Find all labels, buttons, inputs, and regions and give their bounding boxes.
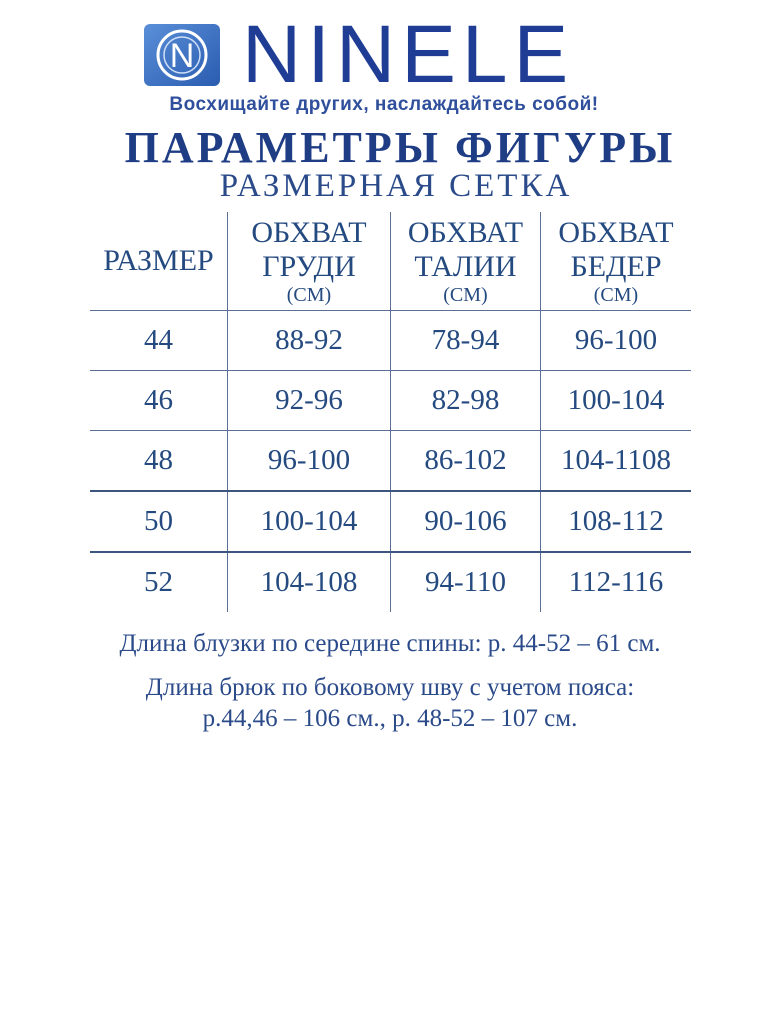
header-waist-line2: ТАЛИИ [414, 250, 517, 283]
brand-name: NINELE [242, 9, 575, 100]
table-row [90, 311, 691, 371]
header-size-label: РАЗМЕР [103, 244, 214, 277]
header-hips-unit: (СМ) [593, 284, 639, 306]
cell-size: 48 [90, 431, 228, 492]
cell-waist: 90-106 [391, 491, 541, 552]
cell-chest: 100-104 [228, 491, 391, 552]
table-row [90, 491, 691, 552]
cell-hips: 100-104 [541, 371, 692, 431]
header-hips-line1: ОБХВАТ [558, 216, 674, 249]
cell-size: 44 [90, 311, 228, 371]
blouse-length-note: Длина блузки по середине спины: р. 44-52 – 61 см. [119, 630, 661, 657]
cell-chest: 104-108 [228, 552, 391, 612]
cell-hips: 104-1108 [541, 431, 692, 492]
table-header-row [90, 212, 691, 311]
table-row [90, 552, 691, 612]
cell-hips: 112-116 [541, 552, 692, 612]
header-chest [228, 212, 391, 311]
brand-slogan: Восхищайте других, наслаждайтесь собой! [169, 94, 599, 115]
header-waist-unit: (СМ) [443, 284, 488, 306]
cell-size: 46 [90, 371, 228, 431]
cell-waist: 86-102 [391, 431, 541, 492]
cell-chest: 92-96 [228, 371, 391, 431]
header-chest-line2: ГРУДИ [262, 250, 356, 283]
brand-emblem-icon [142, 22, 222, 88]
page-subtitle: РАЗМЕРНАЯ СЕТКА [219, 168, 573, 204]
svg-text:N: N [169, 37, 195, 75]
header-size [90, 212, 228, 311]
page-title: ПАРАМЕТРЫ ФИГУРЫ [124, 123, 676, 172]
header-chest-line1: ОБХВАТ [251, 216, 367, 249]
cell-hips: 108-112 [541, 491, 692, 552]
header-waist-line1: ОБХВАТ [407, 216, 524, 249]
trousers-note-line2: р.44,46 – 106 см., р. 48-52 – 107 см. [202, 705, 578, 732]
cell-chest: 96-100 [228, 431, 391, 492]
trousers-note-line1: Длина брюк по боковому шву с учетом пояса: [145, 674, 635, 701]
header-chest-unit: (СМ) [286, 284, 332, 306]
table-row [90, 371, 691, 431]
brand-header [0, 9, 768, 100]
header-hips [541, 212, 692, 311]
size-chart-table [90, 212, 691, 612]
table-row [90, 431, 691, 492]
cell-chest: 88-92 [228, 311, 391, 371]
cell-waist: 78-94 [391, 311, 541, 371]
cell-hips: 96-100 [541, 311, 692, 371]
trousers-length-note [0, 672, 768, 734]
header-hips-line2: БЕДЕР [570, 250, 662, 283]
cell-size: 50 [90, 491, 228, 552]
cell-waist: 82-98 [391, 371, 541, 431]
cell-waist: 94-110 [391, 552, 541, 612]
cell-size: 52 [90, 552, 228, 612]
header-waist [391, 212, 541, 311]
